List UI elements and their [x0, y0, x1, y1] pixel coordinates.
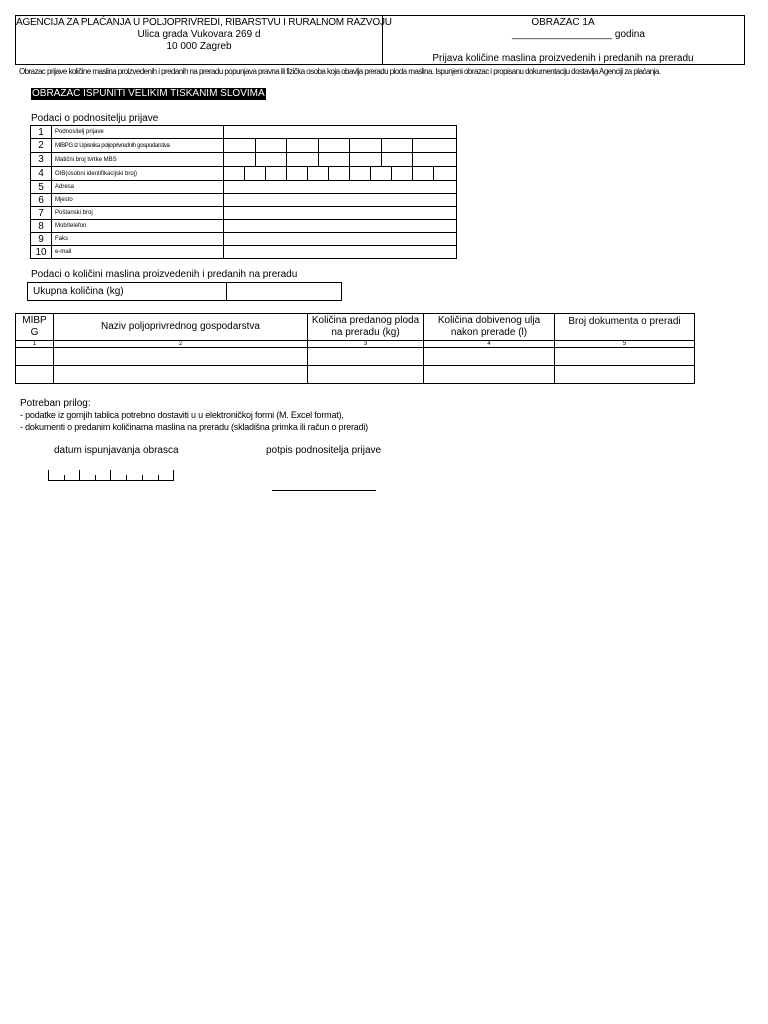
table-row [31, 153, 457, 167]
signature-label: potpis podnositelja prijave [266, 445, 382, 456]
applicant-name-input[interactable] [224, 126, 457, 139]
table-row [31, 139, 457, 153]
col-header-document-number: Broj dokumenta o preradi [555, 314, 695, 341]
document-number-cell[interactable] [555, 366, 695, 384]
form-code: OBRAZAC 1A [531, 17, 595, 28]
row-number: 7 [31, 207, 52, 220]
form-header [15, 15, 745, 65]
col-header-farm-name: Naziv poljoprivrednog gospodarstva [54, 314, 308, 341]
table-row [16, 348, 695, 366]
mibpg-cell[interactable] [16, 366, 54, 384]
row-number: 8 [31, 220, 52, 233]
total-quantity-input[interactable] [227, 283, 342, 301]
main-table [15, 313, 695, 384]
column-number: 2 [54, 341, 308, 348]
address-input[interactable] [224, 181, 457, 194]
phone-input[interactable] [224, 220, 457, 233]
oib-boxes[interactable] [224, 167, 457, 181]
col-header-mibpg: MIBPG [16, 314, 54, 341]
mibpg-boxes[interactable] [224, 139, 457, 153]
mibpg-cell[interactable] [16, 348, 54, 366]
year-label: godina [614, 29, 645, 40]
email-input[interactable] [224, 246, 457, 259]
total-quantity-table [27, 282, 342, 301]
field-label: e-mail [52, 246, 224, 259]
field-label: Mjesto [52, 194, 224, 207]
caps-notice: OBRAZAC ISPUNITI VELIKIM TISKANIM SLOVIMA [32, 88, 265, 99]
row-number: 6 [31, 194, 52, 207]
applicant-table [30, 125, 457, 259]
column-number: 1 [16, 341, 54, 348]
field-label: Poštanski broj [52, 207, 224, 220]
oil-quantity-cell[interactable] [424, 348, 555, 366]
row-number: 2 [31, 139, 52, 153]
agency-city: 10 000 Zagreb [166, 41, 232, 52]
row-number: 4 [31, 167, 52, 181]
farm-name-cell[interactable] [54, 366, 308, 384]
date-label: datum ispunjavanja obrasca [54, 445, 179, 456]
table-row [31, 246, 457, 259]
column-number: 5 [555, 341, 695, 348]
table-row [31, 194, 457, 207]
intro-text: Obrazac prijave količine maslina proizvedenih i predanih na preradu popunjava pravna ili fizička osoba koja obavlja preradu ploda maslina. Ispunjeni obrazac i propisanu dokumentaciju dostavlja Agenciji za plaćanja. [19, 67, 661, 76]
row-number: 5 [31, 181, 52, 194]
year-line [512, 29, 645, 40]
row-number: 9 [31, 233, 52, 246]
total-quantity-label: Ukupna količina (kg) [28, 283, 227, 301]
document-number-cell[interactable] [555, 348, 695, 366]
table-row [31, 167, 457, 181]
row-number: 10 [31, 246, 52, 259]
farm-name-cell[interactable] [54, 348, 308, 366]
fruit-quantity-cell[interactable] [308, 366, 424, 384]
table-row [16, 366, 695, 384]
field-label: Adresa [52, 181, 224, 194]
fruit-quantity-cell[interactable] [308, 348, 424, 366]
table-row [31, 220, 457, 233]
table-header-row [16, 314, 695, 341]
field-label: Matični broj tvrtke MBS [52, 153, 224, 167]
agency-name: AGENCIJA ZA PLAĆANJA U POLJOPRIVREDI, RIBARSTVU I RURALNOM RAZVOJU [16, 17, 392, 28]
date-input-boxes[interactable] [48, 470, 174, 481]
postal-code-input[interactable] [224, 207, 457, 220]
table-row [31, 207, 457, 220]
agency-address: Ulica grada Vukovara 269 d [137, 29, 261, 40]
header-left-panel [16, 16, 392, 64]
field-label: OIB(osobni identifikacijski broj) [52, 167, 224, 181]
mbs-boxes[interactable] [224, 153, 457, 167]
city-input[interactable] [224, 194, 457, 207]
field-label: Podnositelj prijave [52, 126, 224, 139]
row-number: 1 [31, 126, 52, 139]
attachment-item: - dokumenti o predanim količinama maslina na preradu (skladišna primka ili račun o preradi) [20, 422, 368, 432]
oil-quantity-cell[interactable] [424, 366, 555, 384]
quantity-section-title: Podaci o količini maslina proizvedenih i predanih na preradu [31, 269, 298, 280]
col-header-oil-quantity: Količina dobivenog ulja nakon prerade (l) [424, 314, 555, 341]
attachment-item: - podatke iz gornjih tablica potrebno dostaviti u u elektroničkoj formi (M. Excel format), [20, 410, 344, 420]
field-label: MIBPG iz Upisnika poljoprivrednih gospodarstva [52, 139, 224, 153]
table-row [31, 126, 457, 139]
field-label: Faks [52, 233, 224, 246]
signature-line[interactable] [272, 490, 376, 491]
attachments-title: Potreban prilog: [20, 398, 91, 409]
table-row [31, 233, 457, 246]
col-header-fruit-quantity: Količina predanog ploda na preradu (kg) [308, 314, 424, 341]
field-label: Mob/telefon [52, 220, 224, 233]
column-number: 4 [424, 341, 555, 348]
fax-input[interactable] [224, 233, 457, 246]
form-title: Prijava količine maslina proizvedenih i predanih na preradu [432, 53, 694, 64]
row-number: 3 [31, 153, 52, 167]
column-number: 3 [308, 341, 424, 348]
table-row [31, 181, 457, 194]
year-blank[interactable]: __________________ [512, 29, 613, 40]
applicant-section-title: Podaci o podnositelju prijave [31, 113, 159, 124]
column-number-row [16, 341, 695, 348]
